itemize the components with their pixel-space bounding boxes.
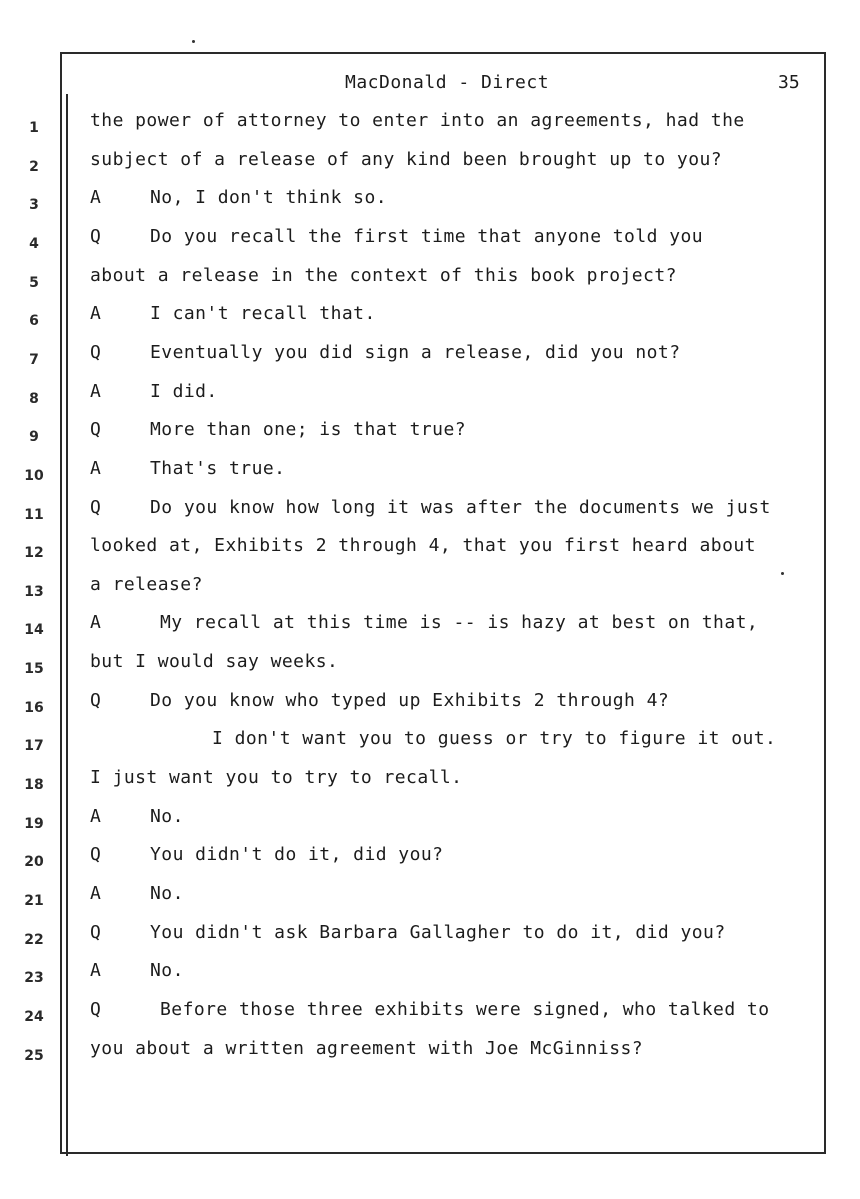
speaker-label: A xyxy=(90,960,102,982)
line-number: 17 xyxy=(24,738,44,755)
speaker-label: A xyxy=(90,380,102,402)
transcript-line: You didn't ask Barbara Gallagher to do it, did you? xyxy=(150,921,726,943)
transcript-line: Do you know how long it was after the documents we just xyxy=(150,496,771,518)
transcript-line: That's true. xyxy=(150,457,286,479)
line-number: 3 xyxy=(29,197,39,214)
line-number: 23 xyxy=(24,970,44,987)
transcript-line: Eventually you did sign a release, did you not? xyxy=(150,341,681,363)
transcript-line: More than one; is that true? xyxy=(150,419,467,441)
transcript-line: No. xyxy=(150,883,184,904)
transcript-line: No, I don't think so. xyxy=(150,187,388,209)
transcript-line: but I would say weeks. xyxy=(90,651,339,673)
transcript-line: looked at, Exhibits 2 through 4, that you first heard about xyxy=(90,535,756,557)
transcript-line: Do you recall the first time that anyone told you xyxy=(150,225,704,247)
line-number: 8 xyxy=(29,390,39,407)
line-number: 4 xyxy=(29,235,39,252)
transcript-line: My recall at this time is -- is hazy at best on that, xyxy=(160,612,759,634)
line-number: 12 xyxy=(24,545,44,562)
stray-mark xyxy=(781,572,784,575)
line-number: 9 xyxy=(29,429,39,446)
header-title: MacDonald - Direct xyxy=(345,72,550,93)
speaker-label: A xyxy=(90,303,102,325)
stray-mark xyxy=(192,40,195,43)
line-number: 10 xyxy=(24,467,44,484)
transcript-line: subject of a release of any kind been brought up to you? xyxy=(90,148,723,170)
margin-rule xyxy=(66,94,68,1156)
line-number: 25 xyxy=(24,1047,44,1064)
line-number: 7 xyxy=(29,351,39,368)
line-number: 22 xyxy=(24,931,44,948)
transcript-line: I can't recall that. xyxy=(150,303,376,325)
transcript-line: about a release in the context of this book project? xyxy=(90,264,677,286)
line-number: 18 xyxy=(24,777,44,794)
transcript-line: you about a written agreement with Joe McGinniss? xyxy=(90,1037,644,1059)
line-number: 6 xyxy=(29,313,39,330)
transcript-line: No. xyxy=(150,960,184,982)
transcript-line: You didn't do it, did you? xyxy=(150,844,444,866)
line-number: 21 xyxy=(24,893,44,909)
speaker-label: Q xyxy=(90,225,102,247)
speaker-label: Q xyxy=(90,419,102,441)
line-number: 19 xyxy=(24,815,44,832)
line-number: 13 xyxy=(24,583,44,600)
transcript-line: I just want you to try to recall. xyxy=(90,767,463,789)
transcript-line: the power of attorney to enter into an agreements, had the xyxy=(90,110,745,131)
speaker-label: A xyxy=(90,805,102,827)
page-number: 35 xyxy=(778,72,800,93)
line-number: 1 xyxy=(29,120,39,136)
speaker-label: Q xyxy=(90,341,102,363)
page-frame xyxy=(60,52,826,1154)
transcript-line: Do you know who typed up Exhibits 2 through 4? xyxy=(150,689,670,711)
speaker-label: A xyxy=(90,187,102,209)
transcript-line: I don't want you to guess or try to figure it out. xyxy=(212,728,777,750)
line-number: 2 xyxy=(29,158,39,175)
line-number: 5 xyxy=(29,274,39,291)
speaker-label: A xyxy=(90,883,102,904)
speaker-label: A xyxy=(90,612,102,634)
line-number: 15 xyxy=(24,661,44,678)
transcript-line: No. xyxy=(150,805,184,827)
transcript-line: Before those three exhibits were signed, who talked to xyxy=(160,998,770,1020)
line-number: 24 xyxy=(24,1008,44,1025)
speaker-label: A xyxy=(90,457,102,479)
line-number: 11 xyxy=(24,506,44,523)
speaker-label: Q xyxy=(90,921,102,943)
speaker-label: Q xyxy=(90,496,102,518)
line-number: 20 xyxy=(24,854,44,871)
speaker-label: Q xyxy=(90,844,102,866)
speaker-label: Q xyxy=(90,689,102,711)
speaker-label: Q xyxy=(90,998,102,1020)
line-number: 16 xyxy=(24,699,44,716)
transcript-line: a release? xyxy=(90,573,203,595)
line-number: 14 xyxy=(24,622,44,639)
transcript-line: I did. xyxy=(150,380,218,402)
